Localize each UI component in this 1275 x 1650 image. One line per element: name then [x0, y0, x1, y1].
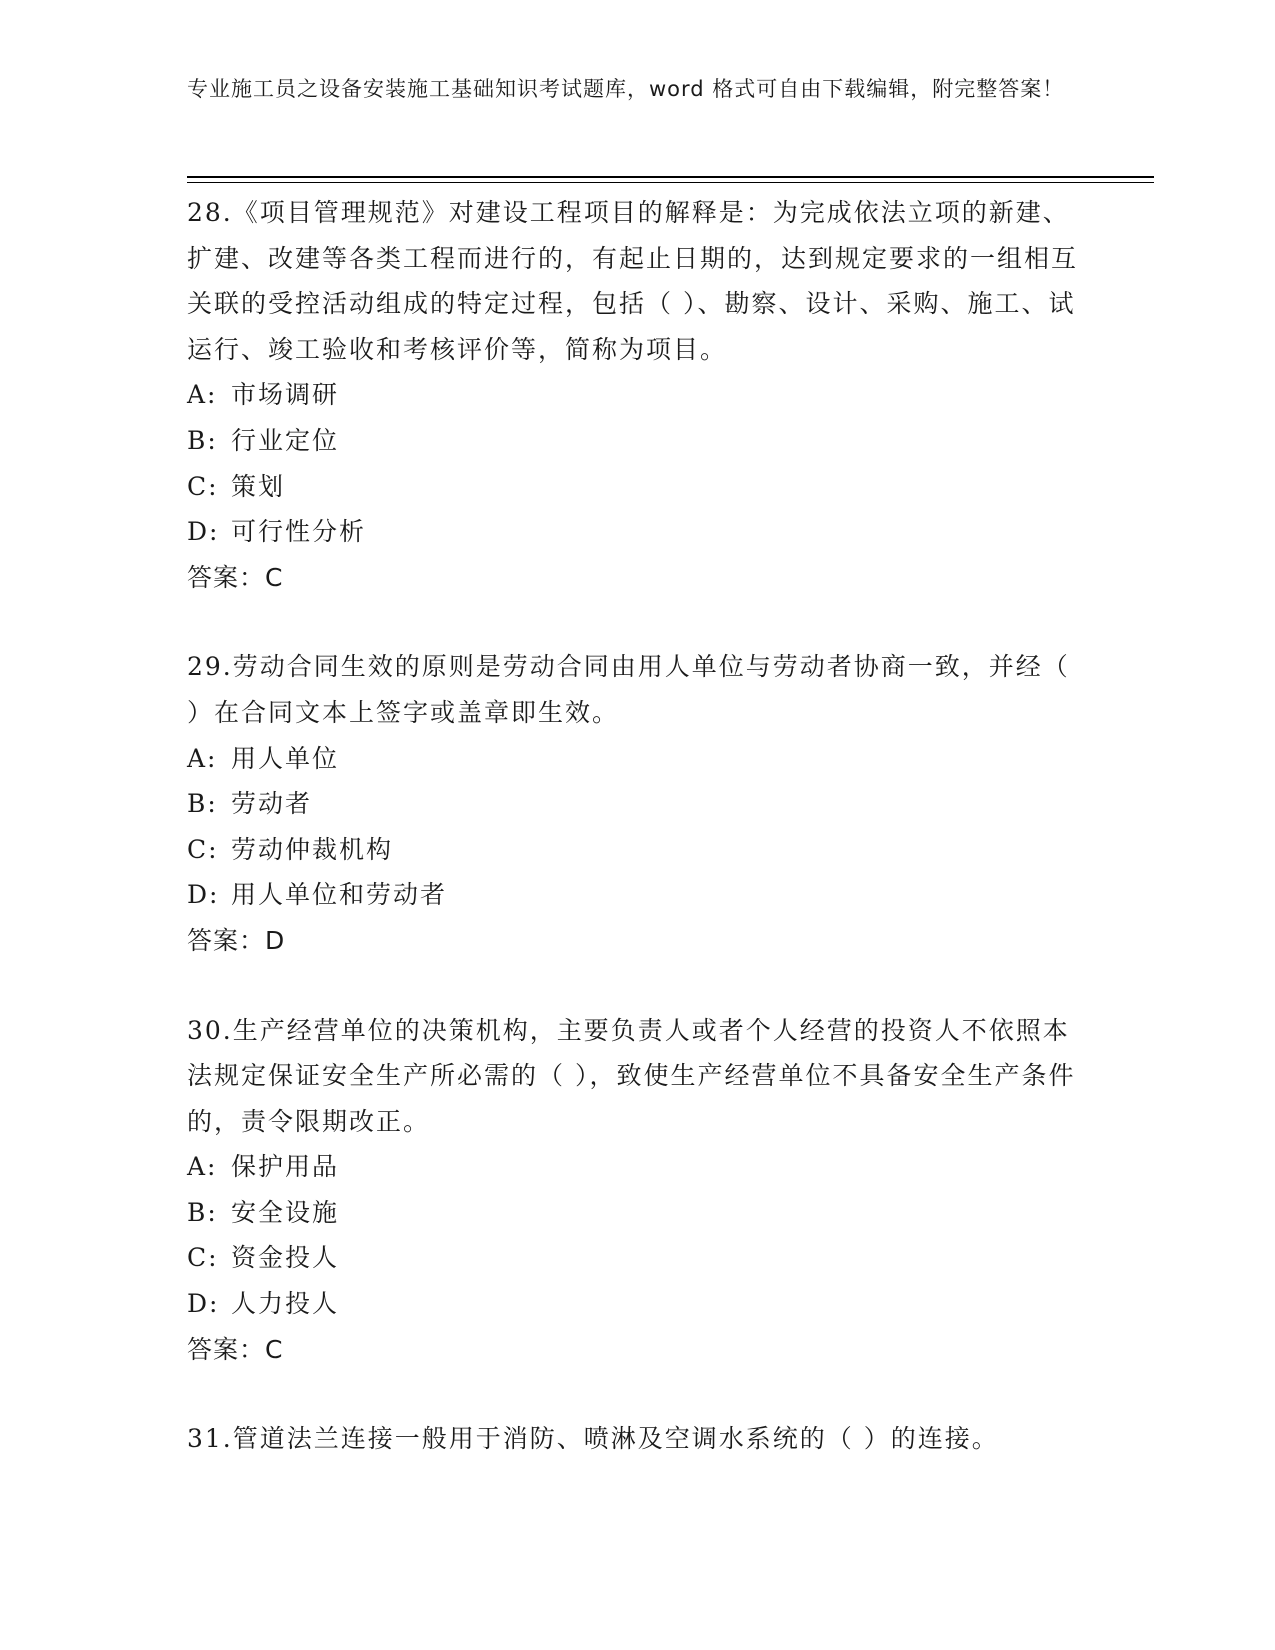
answer-line: 答案：C [187, 562, 284, 592]
option-d [187, 509, 1087, 555]
option-text: 行业定位 [231, 425, 340, 455]
option-text: 策划 [231, 471, 286, 501]
question-text: 30.生产经营单位的决策机构，主要负责人或者个人经营的投资人不依照本法规定保证安全生产所必需的（ ），致使生产经营单位不具备安全生产条件的，责令限期改正。 [187, 1015, 1076, 1136]
question-29 [187, 644, 1087, 963]
option-text: 安全设施 [231, 1197, 340, 1227]
option-b [187, 418, 1087, 464]
option-c [187, 1235, 1087, 1281]
question-list [187, 190, 1087, 1506]
option-key: B: [187, 789, 218, 819]
option-key: C: [187, 471, 219, 501]
option-c [187, 827, 1087, 873]
document-header: 专业施工员之设备安装施工基础知识考试题库，word 格式可自由下载编辑，附完整答案！ [187, 77, 1065, 101]
option-text: 人力投人 [231, 1289, 340, 1319]
option-text: 市场调研 [231, 380, 340, 410]
option-a [187, 372, 1087, 418]
question-text: 29.劳动合同生效的原则是劳动合同由用人单位与劳动者协商一致，并经（ ）在合同文本上签字或盖章即生效。 [187, 652, 1070, 727]
question-31 [187, 1416, 1087, 1462]
option-key: A: [187, 1152, 218, 1182]
option-text: 资金投人 [231, 1243, 340, 1273]
option-text: 劳动者 [231, 789, 313, 819]
question-30 [187, 1008, 1087, 1373]
option-key: C: [187, 834, 219, 864]
option-key: D: [187, 1289, 220, 1319]
question-text: 31.管道法兰连接一般用于消防、喷淋及空调水系统的（ ）的连接。 [187, 1424, 999, 1454]
option-text: 用人单位 [231, 743, 340, 773]
option-key: D: [187, 517, 220, 547]
option-a [187, 1144, 1087, 1190]
header-rule-thick [187, 176, 1154, 178]
option-text: 可行性分析 [231, 517, 367, 547]
option-text: 劳动仲裁机构 [231, 834, 394, 864]
option-key: C: [187, 1243, 219, 1273]
option-b [187, 1190, 1087, 1236]
option-key: B: [187, 425, 218, 455]
option-d [187, 1281, 1087, 1327]
answer-line: 答案：C [187, 1334, 284, 1364]
option-a [187, 736, 1087, 782]
question-28 [187, 190, 1087, 600]
option-key: A: [187, 743, 218, 773]
option-key: A: [187, 380, 218, 410]
header-rule-thin [187, 182, 1154, 183]
option-key: B: [187, 1197, 218, 1227]
option-b [187, 781, 1087, 827]
option-c [187, 464, 1087, 510]
option-key: D: [187, 880, 220, 910]
answer-line: 答案：D [187, 925, 286, 955]
option-text: 保护用品 [231, 1152, 340, 1182]
option-text: 用人单位和劳动者 [231, 880, 448, 910]
question-text: 28.《项目管理规范》对建设工程项目的解释是：为完成依法立项的新建、扩建、改建等各类工程而进行的，有起止日期的，达到规定要求的一组相互关联的受控活动组成的特定过程，包括（ ）、勘察、设计、采购、施工、试运行、竣工验收和考核评价等，简称为项目。 [187, 198, 1079, 364]
option-d [187, 872, 1087, 918]
